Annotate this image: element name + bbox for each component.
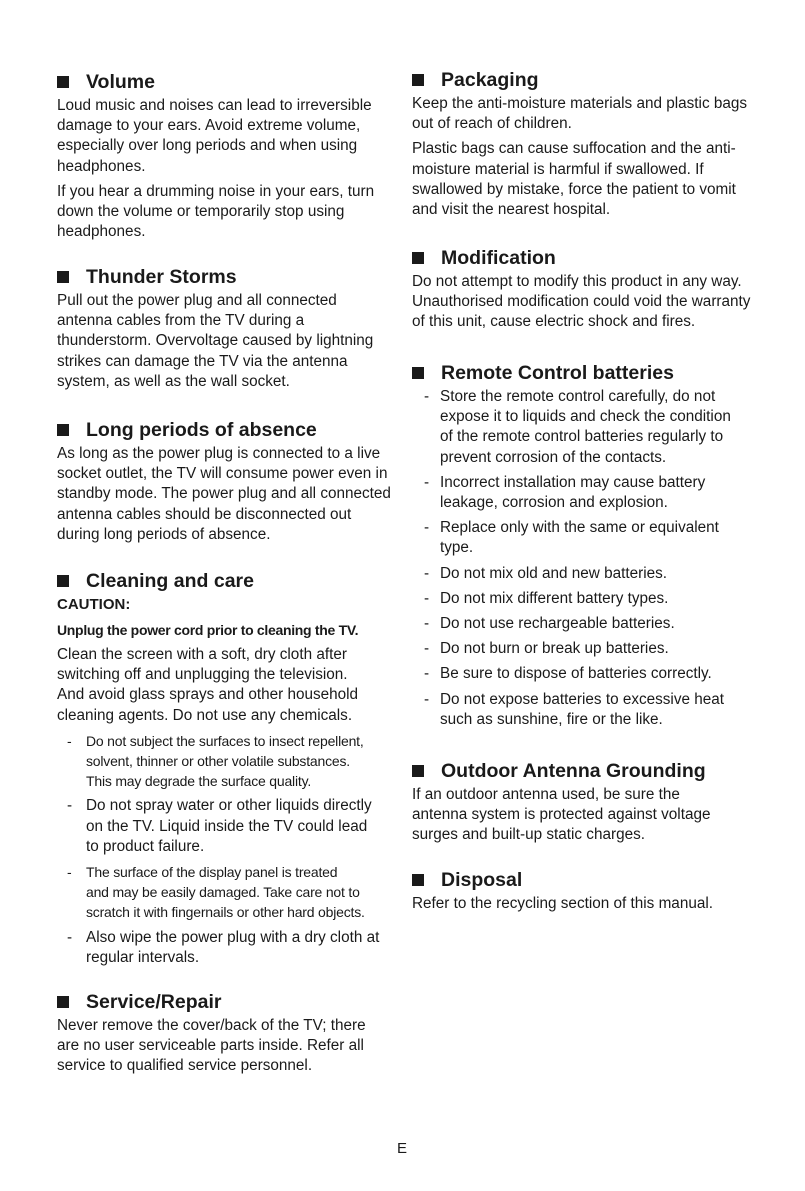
square-bullet-icon	[412, 74, 424, 86]
bullet-item	[412, 473, 757, 513]
heading-text: Outdoor Antenna Grounding	[441, 759, 706, 782]
section-heading	[57, 990, 397, 1014]
bullet-text: Also wipe the power plug with a dry cloth at regular intervals.	[86, 928, 380, 966]
section-remote-control-batteries	[412, 361, 757, 735]
square-bullet-icon	[57, 424, 69, 436]
heading-text: Packaging	[441, 68, 539, 91]
bullet-text: Do not expose batteries to excessive heat such as sunshine, fire or the like.	[440, 690, 725, 728]
square-bullet-icon	[412, 765, 424, 777]
bullet-text: Do not mix different battery types.	[440, 589, 669, 607]
dash-bullet-icon: -	[424, 665, 430, 683]
dash-bullet-icon: -	[67, 928, 73, 946]
heading-text: Remote Control batteries	[441, 361, 674, 384]
bullet-item	[412, 518, 757, 558]
section-long-periods-of-absence	[57, 418, 397, 550]
bullet-item	[412, 664, 757, 684]
bullet-text: Be sure to dispose of batteries correctly.	[440, 665, 712, 683]
caution-label: CAUTION:	[57, 596, 131, 613]
section-modification	[412, 246, 757, 338]
dash-bullet-icon: -	[67, 864, 72, 881]
paragraph: Never remove the cover/back of the TV; there are no user serviceable parts inside. Refer all service to qualified service personnel.	[57, 1017, 366, 1075]
page-footer: E	[397, 1140, 408, 1157]
bullet-text: Do not spray water or other liquids directly on the TV. Liquid inside the TV could lead to product failure.	[86, 797, 372, 855]
section-heading	[57, 70, 397, 94]
dash-bullet-icon: -	[424, 615, 430, 633]
square-bullet-icon	[57, 76, 69, 88]
square-bullet-icon	[412, 367, 424, 379]
dash-bullet-icon: -	[424, 564, 430, 582]
section-heading	[412, 361, 757, 385]
paragraph: If you hear a drumming noise in your ears, turn down the volume or temporarily stop using headphones.	[57, 182, 375, 241]
section-heading	[57, 418, 397, 442]
section-heading	[412, 759, 757, 783]
square-bullet-icon	[412, 252, 424, 264]
paragraph: Pull out the power plug and all connected antenna cables from the TV during a thunderstorm. Overvoltage caused by lightning strikes can damage the TV via the antenna system, as well as the wall socket.	[57, 292, 374, 390]
heading-text: Thunder Storms	[86, 265, 237, 288]
bullet-text: Store the remote control carefully, do not expose it to liquids and check the condition of the remote control batteries regularly to prevent corrosion of the contacts.	[440, 388, 731, 466]
bullet-item	[412, 639, 757, 659]
dash-bullet-icon: -	[424, 589, 430, 607]
paragraph: Loud music and noises can lead to irreversible damage to your ears. Avoid extreme volume, especially over long periods and when using headphones.	[57, 97, 372, 175]
heading-text: Volume	[86, 70, 155, 93]
section-heading	[57, 569, 397, 593]
section-thunder-storms	[57, 265, 397, 397]
square-bullet-icon	[57, 996, 69, 1008]
dash-bullet-icon: -	[424, 388, 430, 405]
section-packaging	[412, 68, 757, 225]
section-cleaning-and-care	[57, 569, 397, 973]
bullet-item	[57, 862, 397, 923]
section-heading	[412, 246, 757, 270]
bullet-item	[57, 928, 397, 968]
heading-text: Service/Repair	[86, 990, 222, 1013]
bullet-text: Replace only with the same or equivalent type.	[440, 519, 719, 557]
square-bullet-icon	[57, 575, 69, 587]
dash-bullet-icon: -	[424, 640, 430, 658]
heading-text: Modification	[441, 246, 556, 269]
dash-bullet-icon: -	[67, 732, 72, 749]
bullet-item	[57, 731, 397, 792]
square-bullet-icon	[412, 874, 424, 886]
section-disposal	[412, 868, 757, 919]
section-outdoor-antenna-grounding	[412, 759, 757, 851]
bullet-text: The surface of the display panel is treated and may be easily damaged. Take care not to scratch it with fingernails or other hard objects.	[86, 864, 365, 921]
paragraph: Clean the screen with a soft, dry cloth after switching off and unplugging the television. And avoid glass sprays and other household cleaning agents. Do not use any chemicals.	[57, 646, 359, 724]
bullet-item	[57, 796, 397, 857]
section-heading	[412, 868, 757, 892]
bullet-item	[412, 690, 757, 730]
section-service-repair	[57, 990, 397, 1082]
section-heading	[412, 68, 757, 92]
heading-text: Long periods of absence	[86, 418, 317, 441]
bullet-text: Do not subject the surfaces to insect repellent, solvent, thinner or other volatile substances. This may degrade the surface quality.	[86, 732, 364, 790]
bullet-text: Do not mix old and new batteries.	[440, 564, 668, 582]
heading-text: Cleaning and care	[86, 569, 254, 592]
paragraph: If an outdoor antenna used, be sure the antenna system is protected against voltage surges and built-up static charges.	[412, 786, 711, 844]
paragraph: Do not attempt to modify this product in any way. Unauthorised modification could void the warranty of this unit, cause electric shock and fires.	[412, 273, 751, 331]
section-volume	[57, 70, 397, 247]
bullet-text: Incorrect installation may cause battery leakage, corrosion and explosion.	[440, 473, 706, 512]
bullet-text: Do not use rechargeable batteries.	[440, 615, 675, 633]
bullet-item	[412, 589, 757, 609]
dash-bullet-icon: -	[424, 519, 430, 537]
paragraph: Plastic bags can cause suffocation and the anti- moisture material is harmful if swallowed. If swallowed by mistake, force the patient to vomit and visit the nearest hospital.	[412, 140, 736, 219]
square-bullet-icon	[57, 271, 69, 283]
dash-bullet-icon: -	[424, 473, 430, 491]
bullet-item	[412, 614, 757, 634]
caution-text: Unplug the power cord prior to cleaning the TV.	[57, 622, 359, 638]
bullet-text: Do not burn or break up batteries.	[440, 640, 669, 658]
paragraph: As long as the power plug is connected to a live socket outlet, the TV will consume power even in standby mode. The power plug and all connected antenna cables should be disconnected out during long periods of absence.	[57, 445, 391, 543]
bullet-item	[412, 387, 757, 468]
bullet-item	[412, 564, 757, 584]
paragraph: Refer to the recycling section of this manual.	[412, 895, 713, 912]
section-heading	[57, 265, 397, 289]
dash-bullet-icon: -	[67, 797, 73, 815]
dash-bullet-icon: -	[424, 690, 430, 708]
heading-text: Disposal	[441, 868, 523, 891]
paragraph: Keep the anti-moisture materials and plastic bags out of reach of children.	[412, 95, 748, 133]
